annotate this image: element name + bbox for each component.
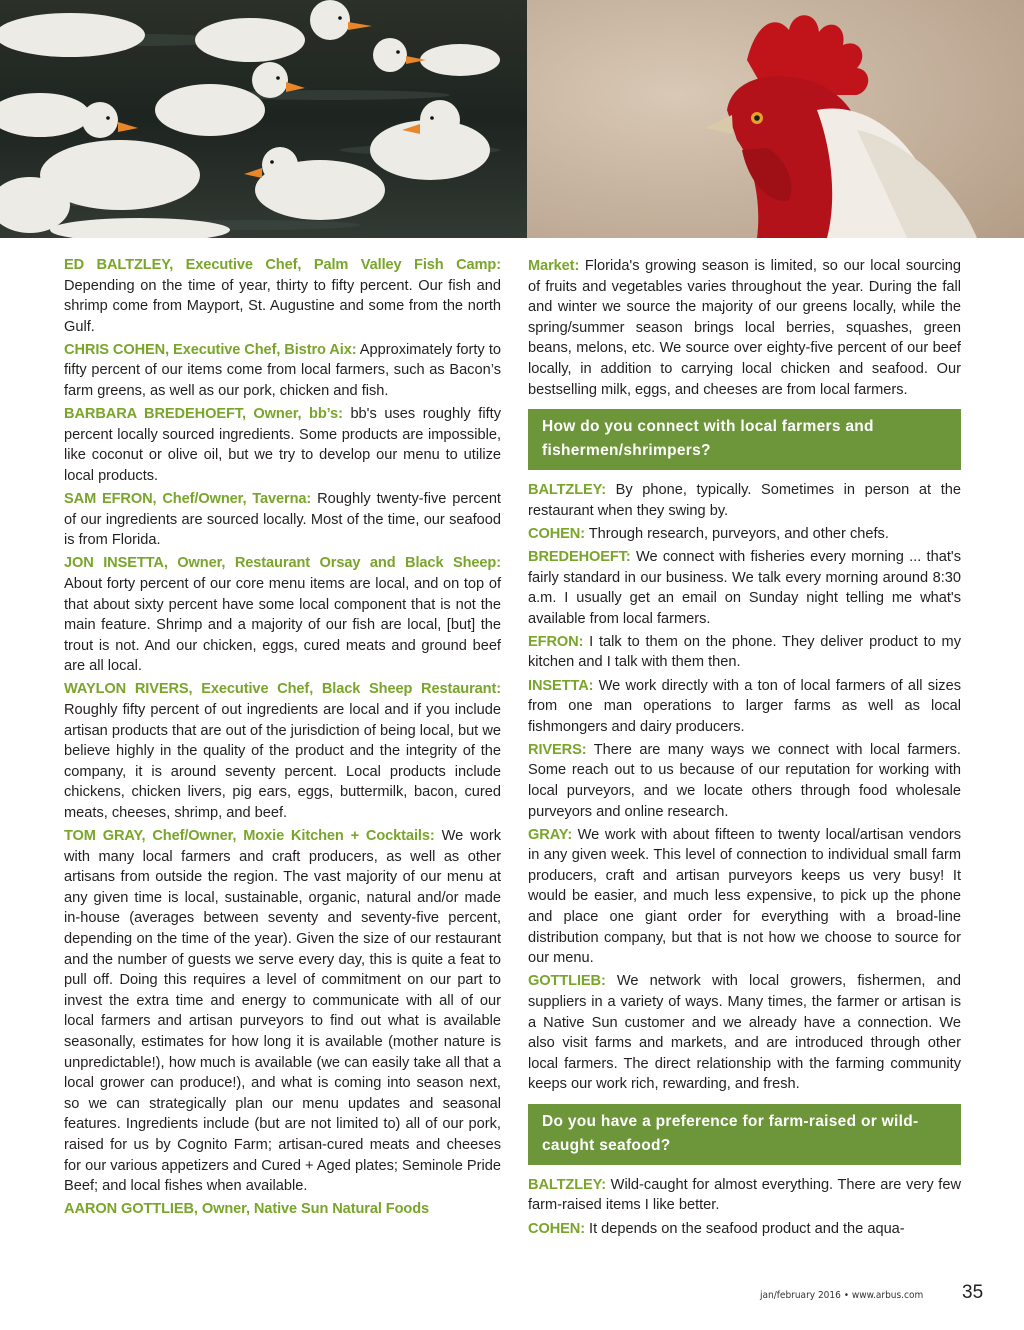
answer-text: We connect with fisheries every morning ... that's fairly standard in our business. We talk every morning around 8:30 a.m. I usually get an email on Sunday night telling me what's available from local farmers. [528,548,961,627]
answer-text: We network with local growers, fishermen, and suppliers in a variety of ways. Many times, the farmer or artisan is a Native Sun customer and we already have a connection. We also visit farms and markets, and are introduced through other local farmers. The direct relationship with the farming community keeps our work rich, rewarding, and fresh. [528,973,961,1093]
speaker-name: COHEN: [528,525,585,542]
answer-baltzley [64,255,501,337]
speaker-name: JON INSETTA, Owner, Restaurant Orsay and Black Sheep: [64,555,501,572]
answer-text: bb's uses roughly fifty percent locally sourced ingredients. Some products are impossible, like coconut or olive oil, but we try to develop our menu to utilize local products. [64,406,501,484]
answer-gottlieb [64,1199,501,1220]
speaker-name: GOTTLIEB: [528,973,606,990]
speaker-name: ED BALTZLEY, Executive Chef, Palm Valley Fish Camp: [64,257,501,273]
left-column [64,255,501,1222]
speaker-name: TOM GRAY, Chef/Owner, Moxie Kitchen + Cocktails: [64,828,435,845]
answer-cohen [528,524,961,545]
answer-text: We work with many local farmers and craft producers, as well as other artisans from outside the region. The vast majority of our menu at any given time is local, sustainable, organic, natural and/or made in-house (averages between seventy and seventy-five percent, depending on the time of the year). Given the size of our restaurant and the number of guests we serve every day, this is quite a feat to pull off. Doing this requires a level of commitment on our part to invest the extra time and energy to communicate with all of our local farmers and artisan purveyors to find out what is available seasonally, estimates for how long it is available (mother nature is unpredictable!), how much is available (we can easily take all that a local grower can produce!), and what is coming into season next, so we can strategically plan our menu updates and seasonal features. Ingredients include (but are not limited to) all of our pork, raised for us by Cognito Farm; artisan-cured meats and cheeses for our various appetizers and Cured + Aged plates; Seminole Pride Beef; and local fishes when available. [64,828,501,1195]
speaker-name: BREDEHOEFT: [528,548,631,565]
speaker-name: BARBARA BREDEHOEFT, Owner, bb’s: [64,406,343,423]
speaker-name: Market: [528,258,580,274]
speaker-name: SAM EFRON, Chef/Owner, Taverna: [64,491,312,508]
answer-text: About forty percent of our core menu items are local, and on top of that about sixty percent have some local component that is not the main feature. Shrimp and a majority of our fish are local, [but] the trout is not. And our chicken, eggs, cured meats and ground beef are all local. [64,575,501,675]
answer-text: By phone, typically. Sometimes in person at the restaurant when they swing by. [528,482,961,519]
answer-text: We work directly with a ton of local farmers of all sizes from one man operations to larger farms as well as local fishmongers and dairy producers. [528,677,961,735]
question-box: Do you have a preference for farm-raised or wild-caught seafood? [528,1104,961,1165]
answer-bredehoeft [528,547,961,629]
header-photos [0,0,1024,238]
speaker-name: GRAY: [528,826,573,843]
answer-text: It depends on the seafood product and the aqua- [584,1220,905,1237]
answer-text: Approximately forty to fifty percent of our items come from local farmers, such as Bacon’s farm greens, as well as our pork, chicken and fish. [64,341,501,400]
answer-baltzley [528,1175,961,1216]
ducks-photo [0,0,527,238]
answer-insetta [528,676,961,738]
answer-cohen [528,1219,961,1240]
answer-bredehoeft [64,404,501,486]
answer-efron [528,632,961,673]
answer-text: Florida's growing season is limited, so our local sourcing of fruits and vegetables varies throughout the year. During the fall and winter we source the majority of our greens locally, while the spring/summer season brings local berries, squashes, green beans, melons, etc. We source over eighty-five percent of our beef locally, in addition to carrying local chicken and seafood. Our bestselling milk, eggs, and cheeses are from local farmers. [528,258,961,398]
answer-baltzley [528,480,961,521]
answer-insetta [64,553,501,677]
question-box: How do you connect with local farmers and fishermen/shrimpers? [528,409,961,470]
issue-footer: jan/february 2016 • www.arbus.com [760,1290,924,1301]
answer-rivers [64,679,501,823]
right-column [528,256,961,1242]
answer-rivers [528,740,961,822]
speaker-name: WAYLON RIVERS, Executive Chef, Black Sheep Restaurant: [64,681,501,698]
answer-cohen [64,340,501,402]
answer-gottlieb [528,971,961,1095]
answer-text: Through research, purveyors, and other chefs. [584,525,889,542]
answer-text: Wild-caught for almost everything. There are very few farm-raised items I like better. [528,1176,961,1214]
answer-text: Roughly twenty-five percent of our ingredients are sourced locally. Most of the time, our seafood is from Florida. [64,491,501,549]
speaker-name: AARON GOTTLIEB, Owner, Native Sun Natural Foods [64,1201,430,1218]
speaker-name: EFRON: [528,633,584,650]
speaker-name: RIVERS: [528,741,587,758]
answer-text: There are many ways we connect with local farmers. Some reach out to us because of our reputation for working with local purveyors, and we locate others through food wholesale purveyors and online research. [528,741,961,820]
answer-gray [528,825,961,969]
answer-gray [64,826,501,1197]
answer-text: Roughly fifty percent of out ingredients are local and if you include artisan products that are out of the jurisdiction of being local, but we believe highly in the quality of the product and the integrity of the company, it is around seventy percent. Local products include chickens, chicken livers, pig ears, eggs, buttermilk, bacon, cured meats, cheeses, shrimp, and beef. [64,701,501,821]
answer-efron [64,489,501,551]
speaker-name: COHEN: [528,1220,585,1237]
answer-gottlieb-cont [528,256,961,400]
speaker-name: BALTZLEY: [528,1176,606,1193]
page-number: 35 [962,1282,984,1303]
rooster-photo [527,0,1024,238]
speaker-name: INSETTA: [528,677,594,694]
speaker-name: BALTZLEY: [528,482,606,499]
answer-text: Depending on the time of year, thirty to fifty percent. Our fish and shrimp come from Mayport, St. Augustine and some from the north Gulf. [64,277,501,335]
speaker-name: CHRIS COHEN, Executive Chef, Bistro Aix: [64,341,357,358]
answer-text: I talk to them on the phone. They deliver product to my kitchen and I talk with them then. [528,633,961,671]
answer-text: We work with about fifteen to twenty local/artisan vendors in any given week. This level of connection to individual small farm producers, craft and artisan purveyors keeps us very busy! It would be easier, and much less expensive, to pick up the phone and place one giant order for everything with a broad-line distribution company, but that is not how we choose to source for our menu. [528,826,961,967]
